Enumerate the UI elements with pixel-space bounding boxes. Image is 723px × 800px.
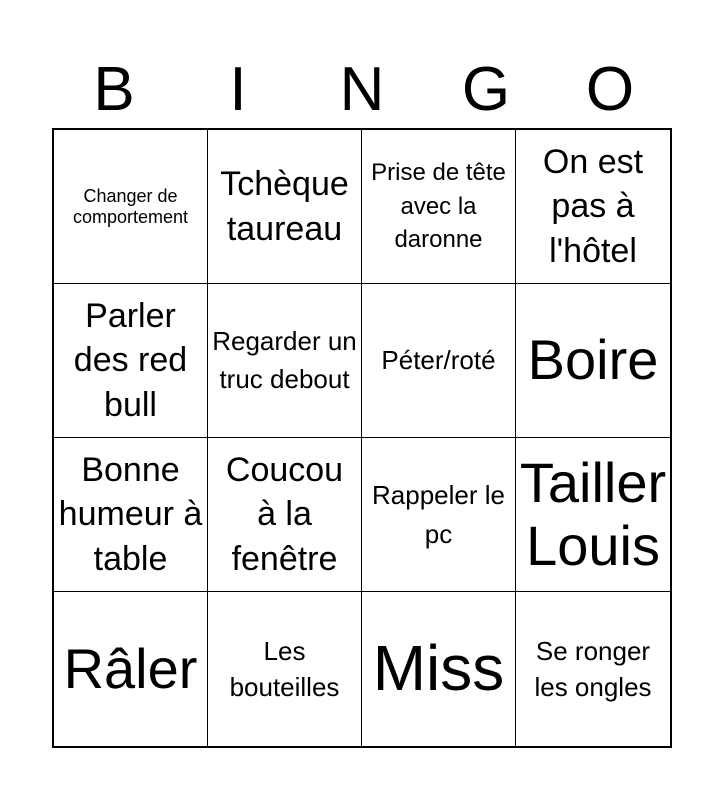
header-letter-b: B bbox=[93, 55, 135, 124]
bingo-cell[interactable]: Bonne humeur à table bbox=[54, 438, 208, 592]
bingo-cell[interactable]: Parler des red bull bbox=[54, 284, 208, 438]
bingo-cell[interactable]: Râler bbox=[54, 592, 208, 746]
bingo-cell[interactable]: Miss bbox=[362, 592, 516, 746]
bingo-cell[interactable]: On est pas à l'hôtel bbox=[516, 130, 670, 284]
bingo-cell[interactable]: Péter/roté bbox=[362, 284, 516, 438]
bingo-cell[interactable]: Se ronger les ongles bbox=[534, 635, 652, 702]
header-letter-i: I bbox=[229, 55, 247, 124]
bingo-card bbox=[52, 128, 672, 748]
bingo-header bbox=[52, 52, 672, 128]
bingo-cell[interactable]: Tailler Louis bbox=[516, 438, 670, 592]
bingo-cell[interactable]: Coucou à la fenêtre bbox=[208, 438, 362, 592]
bingo-cell[interactable]: Rappeler le pc bbox=[362, 438, 516, 592]
bingo-cell[interactable]: Les bouteilles bbox=[208, 592, 362, 746]
bingo-cell[interactable]: Regarder un truc debout bbox=[208, 284, 362, 438]
bingo-cell[interactable]: Changer de comportement bbox=[54, 130, 208, 284]
bingo-cell[interactable]: Prise de tête avec la daronne bbox=[362, 130, 516, 284]
header-letter-o: O bbox=[585, 55, 635, 124]
header-letter-n: N bbox=[339, 55, 385, 124]
bingo-cell[interactable]: Boire bbox=[516, 284, 670, 438]
bingo-cell[interactable]: Tchèque taureau bbox=[208, 130, 362, 284]
header-letter-g: G bbox=[461, 55, 511, 124]
